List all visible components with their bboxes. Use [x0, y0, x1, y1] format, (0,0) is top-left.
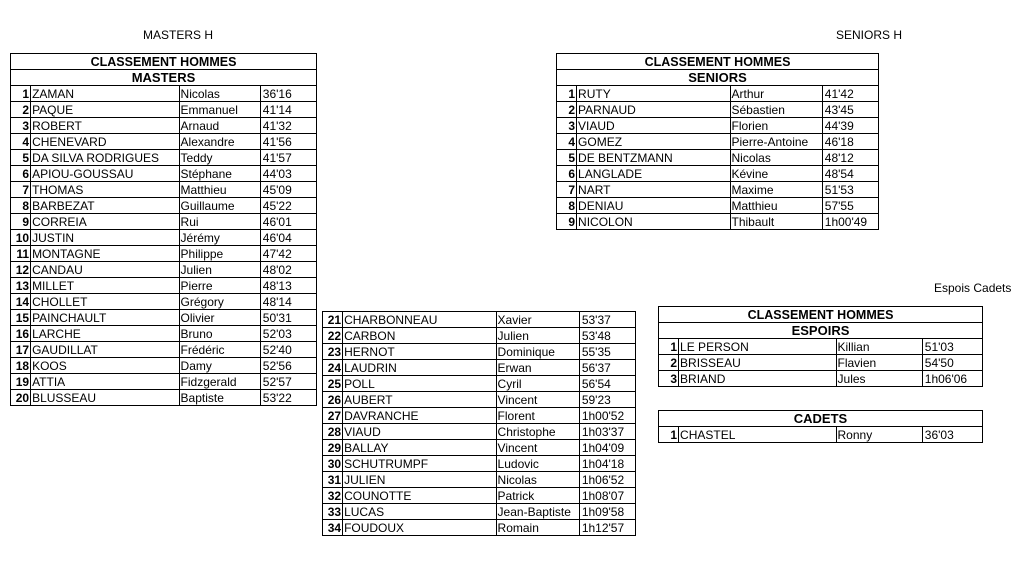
- first-name-cell: Flavien: [836, 355, 922, 371]
- time-cell: 53'37: [579, 312, 635, 328]
- first-name-cell: Olivier: [179, 310, 260, 326]
- table-row: [11, 198, 317, 214]
- first-name-cell: Fidzgerald: [179, 374, 260, 390]
- time-cell: 1h08'07: [579, 488, 635, 504]
- last-name-cell: HERNOT: [343, 344, 496, 360]
- time-cell: 1h00'49: [822, 214, 878, 230]
- time-cell: 1h06'06: [922, 371, 982, 387]
- table-row: [11, 102, 317, 118]
- last-name-cell: SCHUTRUMPF: [343, 456, 496, 472]
- seniors-caption: SENIORS H: [836, 28, 903, 42]
- rank-cell: 24: [323, 360, 343, 376]
- first-name-cell: Killian: [836, 339, 922, 355]
- table-row: [323, 408, 636, 424]
- table-subtitle-row: [557, 70, 879, 86]
- table-row: [323, 376, 636, 392]
- time-cell: 48'54: [822, 166, 878, 182]
- last-name-cell: DA SILVA RODRIGUES: [31, 150, 179, 166]
- rank-cell: 12: [11, 262, 31, 278]
- table-row: [323, 328, 636, 344]
- table-row: [11, 294, 317, 310]
- table-row: [11, 278, 317, 294]
- rank-cell: 8: [11, 198, 31, 214]
- time-cell: 48'13: [260, 278, 316, 294]
- table-row: [659, 355, 983, 371]
- time-cell: 1h09'58: [579, 504, 635, 520]
- rank-cell: 21: [323, 312, 343, 328]
- first-name-cell: Alexandre: [179, 134, 260, 150]
- rank-cell: 33: [323, 504, 343, 520]
- rank-cell: 4: [557, 134, 577, 150]
- rank-cell: 13: [11, 278, 31, 294]
- last-name-cell: VIAUD: [343, 424, 496, 440]
- time-cell: 51'03: [922, 339, 982, 355]
- first-name-cell: Florent: [496, 408, 579, 424]
- table-row: [557, 150, 879, 166]
- rank-cell: 4: [11, 134, 31, 150]
- first-name-cell: Xavier: [496, 312, 579, 328]
- table-row: [557, 134, 879, 150]
- table-row: [11, 246, 317, 262]
- table-row: [659, 371, 983, 387]
- table-row: [11, 390, 317, 406]
- last-name-cell: BRIAND: [679, 371, 836, 387]
- table-subtitle: SENIORS: [557, 70, 879, 86]
- time-cell: 52'56: [260, 358, 316, 374]
- rank-cell: 32: [323, 488, 343, 504]
- first-name-cell: Patrick: [496, 488, 579, 504]
- time-cell: 44'03: [260, 166, 316, 182]
- first-name-cell: Arnaud: [179, 118, 260, 134]
- first-name-cell: Frédéric: [179, 342, 260, 358]
- time-cell: 52'03: [260, 326, 316, 342]
- first-name-cell: Julien: [179, 262, 260, 278]
- rank-cell: 23: [323, 344, 343, 360]
- table-row: [557, 182, 879, 198]
- rank-cell: 1: [659, 427, 679, 443]
- table-title-row: [659, 411, 983, 427]
- rank-cell: 9: [557, 214, 577, 230]
- time-cell: 47'42: [260, 246, 316, 262]
- rank-cell: 16: [11, 326, 31, 342]
- last-name-cell: VIAUD: [577, 118, 730, 134]
- rank-cell: 1: [659, 339, 679, 355]
- rank-cell: 19: [11, 374, 31, 390]
- last-name-cell: RUTY: [577, 86, 730, 102]
- time-cell: 1h00'52: [579, 408, 635, 424]
- table-title: CLASSEMENT HOMMES: [659, 307, 983, 323]
- rank-cell: 22: [323, 328, 343, 344]
- time-cell: 57'55: [822, 198, 878, 214]
- last-name-cell: CHASTEL: [679, 427, 836, 443]
- masters-caption: MASTERS H: [143, 28, 214, 42]
- time-cell: 56'54: [579, 376, 635, 392]
- table-title: CADETS: [659, 411, 983, 427]
- time-cell: 1h04'18: [579, 456, 635, 472]
- first-name-cell: Nicolas: [730, 150, 822, 166]
- first-name-cell: Jérémy: [179, 230, 260, 246]
- last-name-cell: THOMAS: [31, 182, 179, 198]
- last-name-cell: LANGLADE: [577, 166, 730, 182]
- first-name-cell: Baptiste: [179, 390, 260, 406]
- table-subtitle-row: [11, 70, 317, 86]
- time-cell: 52'57: [260, 374, 316, 390]
- last-name-cell: GAUDILLAT: [31, 342, 179, 358]
- rank-cell: 7: [557, 182, 577, 198]
- first-name-cell: Vincent: [496, 392, 579, 408]
- time-cell: 43'45: [822, 102, 878, 118]
- table-row: [11, 214, 317, 230]
- first-name-cell: Julien: [496, 328, 579, 344]
- time-cell: 1h06'52: [579, 472, 635, 488]
- table-row: [323, 360, 636, 376]
- first-name-cell: Ludovic: [496, 456, 579, 472]
- last-name-cell: COUNOTTE: [343, 488, 496, 504]
- time-cell: 46'01: [260, 214, 316, 230]
- first-name-cell: Nicolas: [179, 86, 260, 102]
- last-name-cell: CHARBONNEAU: [343, 312, 496, 328]
- time-cell: 53'22: [260, 390, 316, 406]
- time-cell: 52'40: [260, 342, 316, 358]
- time-cell: 59'23: [579, 392, 635, 408]
- table-row: [11, 134, 317, 150]
- masters-results-continued-table: [322, 311, 636, 536]
- time-cell: 46'18: [822, 134, 878, 150]
- last-name-cell: CANDAU: [31, 262, 179, 278]
- table-row: [557, 118, 879, 134]
- time-cell: 1h03'37: [579, 424, 635, 440]
- table-subtitle-row: [659, 323, 983, 339]
- first-name-cell: Emmanuel: [179, 102, 260, 118]
- rank-cell: 1: [11, 86, 31, 102]
- last-name-cell: ZAMAN: [31, 86, 179, 102]
- last-name-cell: CORREIA: [31, 214, 179, 230]
- rank-cell: 15: [11, 310, 31, 326]
- table-title: CLASSEMENT HOMMES: [11, 54, 317, 70]
- time-cell: 55'35: [579, 344, 635, 360]
- last-name-cell: ATTIA: [31, 374, 179, 390]
- rank-cell: 8: [557, 198, 577, 214]
- rank-cell: 26: [323, 392, 343, 408]
- first-name-cell: Damy: [179, 358, 260, 374]
- first-name-cell: Pierre-Antoine: [730, 134, 822, 150]
- first-name-cell: Stéphane: [179, 166, 260, 182]
- table-row: [11, 166, 317, 182]
- first-name-cell: Erwan: [496, 360, 579, 376]
- rank-cell: 18: [11, 358, 31, 374]
- seniors-results-table: [556, 53, 879, 230]
- table-row: [11, 118, 317, 134]
- table-row: [659, 339, 983, 355]
- last-name-cell: JULIEN: [343, 472, 496, 488]
- last-name-cell: PARNAUD: [577, 102, 730, 118]
- time-cell: 45'22: [260, 198, 316, 214]
- first-name-cell: Teddy: [179, 150, 260, 166]
- last-name-cell: CHOLLET: [31, 294, 179, 310]
- first-name-cell: Thibault: [730, 214, 822, 230]
- time-cell: 50'31: [260, 310, 316, 326]
- table-row: [11, 326, 317, 342]
- rank-cell: 5: [11, 150, 31, 166]
- table-row: [323, 312, 636, 328]
- time-cell: 41'57: [260, 150, 316, 166]
- rank-cell: 6: [11, 166, 31, 182]
- rank-cell: 20: [11, 390, 31, 406]
- cadets-results-table: [658, 410, 983, 443]
- first-name-cell: Bruno: [179, 326, 260, 342]
- rank-cell: 1: [557, 86, 577, 102]
- time-cell: 41'56: [260, 134, 316, 150]
- time-cell: 51'53: [822, 182, 878, 198]
- first-name-cell: Cyril: [496, 376, 579, 392]
- rank-cell: 7: [11, 182, 31, 198]
- rank-cell: 2: [659, 355, 679, 371]
- last-name-cell: LARCHE: [31, 326, 179, 342]
- first-name-cell: Philippe: [179, 246, 260, 262]
- first-name-cell: Dominique: [496, 344, 579, 360]
- first-name-cell: Rui: [179, 214, 260, 230]
- table-title-row: [11, 54, 317, 70]
- time-cell: 53'48: [579, 328, 635, 344]
- first-name-cell: Matthieu: [730, 198, 822, 214]
- time-cell: 36'16: [260, 86, 316, 102]
- rank-cell: 30: [323, 456, 343, 472]
- rank-cell: 34: [323, 520, 343, 536]
- espoirs-cadets-caption: Espois Cadets: [934, 281, 1012, 295]
- last-name-cell: POLL: [343, 376, 496, 392]
- last-name-cell: CHENEVARD: [31, 134, 179, 150]
- first-name-cell: Vincent: [496, 440, 579, 456]
- time-cell: 41'14: [260, 102, 316, 118]
- table-row: [11, 358, 317, 374]
- rank-cell: 14: [11, 294, 31, 310]
- table-row: [323, 472, 636, 488]
- last-name-cell: PAQUE: [31, 102, 179, 118]
- time-cell: 44'39: [822, 118, 878, 134]
- first-name-cell: Guillaume: [179, 198, 260, 214]
- last-name-cell: LE PERSON: [679, 339, 836, 355]
- last-name-cell: APIOU-GOUSSAU: [31, 166, 179, 182]
- last-name-cell: DAVRANCHE: [343, 408, 496, 424]
- first-name-cell: Jules: [836, 371, 922, 387]
- table-row: [557, 214, 879, 230]
- table-row: [11, 150, 317, 166]
- rank-cell: 3: [11, 118, 31, 134]
- table-row: [323, 520, 636, 536]
- table-row: [323, 392, 636, 408]
- table-row: [11, 374, 317, 390]
- last-name-cell: AUBERT: [343, 392, 496, 408]
- last-name-cell: KOOS: [31, 358, 179, 374]
- first-name-cell: Grégory: [179, 294, 260, 310]
- table-title: CLASSEMENT HOMMES: [557, 54, 879, 70]
- last-name-cell: JUSTIN: [31, 230, 179, 246]
- table-row: [323, 344, 636, 360]
- rank-cell: 25: [323, 376, 343, 392]
- rank-cell: 3: [557, 118, 577, 134]
- table-row: [11, 262, 317, 278]
- last-name-cell: BLUSSEAU: [31, 390, 179, 406]
- first-name-cell: Nicolas: [496, 472, 579, 488]
- first-name-cell: Kévine: [730, 166, 822, 182]
- first-name-cell: Matthieu: [179, 182, 260, 198]
- table-row: [323, 424, 636, 440]
- time-cell: 41'42: [822, 86, 878, 102]
- time-cell: 41'32: [260, 118, 316, 134]
- last-name-cell: LUCAS: [343, 504, 496, 520]
- table-row: [557, 166, 879, 182]
- last-name-cell: MONTAGNE: [31, 246, 179, 262]
- last-name-cell: BALLAY: [343, 440, 496, 456]
- first-name-cell: Maxime: [730, 182, 822, 198]
- table-row: [11, 230, 317, 246]
- rank-cell: 27: [323, 408, 343, 424]
- rank-cell: 29: [323, 440, 343, 456]
- time-cell: 1h04'09: [579, 440, 635, 456]
- time-cell: 48'14: [260, 294, 316, 310]
- last-name-cell: FOUDOUX: [343, 520, 496, 536]
- table-row: [659, 427, 983, 443]
- last-name-cell: LAUDRIN: [343, 360, 496, 376]
- table-row: [557, 102, 879, 118]
- rank-cell: 11: [11, 246, 31, 262]
- table-row: [557, 198, 879, 214]
- table-row: [323, 440, 636, 456]
- table-row: [11, 86, 317, 102]
- table-row: [323, 504, 636, 520]
- time-cell: 1h12'57: [579, 520, 635, 536]
- table-row: [11, 182, 317, 198]
- time-cell: 45'09: [260, 182, 316, 198]
- rank-cell: 31: [323, 472, 343, 488]
- table-title-row: [659, 307, 983, 323]
- masters-results-table: [10, 53, 317, 406]
- time-cell: 36'03: [922, 427, 982, 443]
- last-name-cell: DENIAU: [577, 198, 730, 214]
- rank-cell: 28: [323, 424, 343, 440]
- table-row: [11, 342, 317, 358]
- first-name-cell: Pierre: [179, 278, 260, 294]
- first-name-cell: Arthur: [730, 86, 822, 102]
- last-name-cell: DE BENTZMANN: [577, 150, 730, 166]
- table-row: [557, 86, 879, 102]
- time-cell: 48'12: [822, 150, 878, 166]
- table-subtitle: MASTERS: [11, 70, 317, 86]
- first-name-cell: Ronny: [836, 427, 922, 443]
- last-name-cell: BRISSEAU: [679, 355, 836, 371]
- time-cell: 46'04: [260, 230, 316, 246]
- first-name-cell: Romain: [496, 520, 579, 536]
- rank-cell: 9: [11, 214, 31, 230]
- last-name-cell: GOMEZ: [577, 134, 730, 150]
- rank-cell: 17: [11, 342, 31, 358]
- time-cell: 56'37: [579, 360, 635, 376]
- espoirs-results-table: [658, 306, 983, 387]
- rank-cell: 5: [557, 150, 577, 166]
- time-cell: 48'02: [260, 262, 316, 278]
- last-name-cell: BARBEZAT: [31, 198, 179, 214]
- table-title-row: [557, 54, 879, 70]
- table-row: [11, 310, 317, 326]
- rank-cell: 3: [659, 371, 679, 387]
- rank-cell: 2: [11, 102, 31, 118]
- rank-cell: 2: [557, 102, 577, 118]
- table-subtitle: ESPOIRS: [659, 323, 983, 339]
- last-name-cell: MILLET: [31, 278, 179, 294]
- last-name-cell: PAINCHAULT: [31, 310, 179, 326]
- last-name-cell: ROBERT: [31, 118, 179, 134]
- rank-cell: 6: [557, 166, 577, 182]
- table-row: [323, 456, 636, 472]
- first-name-cell: Jean-Baptiste: [496, 504, 579, 520]
- rank-cell: 10: [11, 230, 31, 246]
- last-name-cell: NICOLON: [577, 214, 730, 230]
- time-cell: 54'50: [922, 355, 982, 371]
- last-name-cell: NART: [577, 182, 730, 198]
- first-name-cell: Florien: [730, 118, 822, 134]
- last-name-cell: CARBON: [343, 328, 496, 344]
- first-name-cell: Sébastien: [730, 102, 822, 118]
- table-row: [323, 488, 636, 504]
- first-name-cell: Christophe: [496, 424, 579, 440]
